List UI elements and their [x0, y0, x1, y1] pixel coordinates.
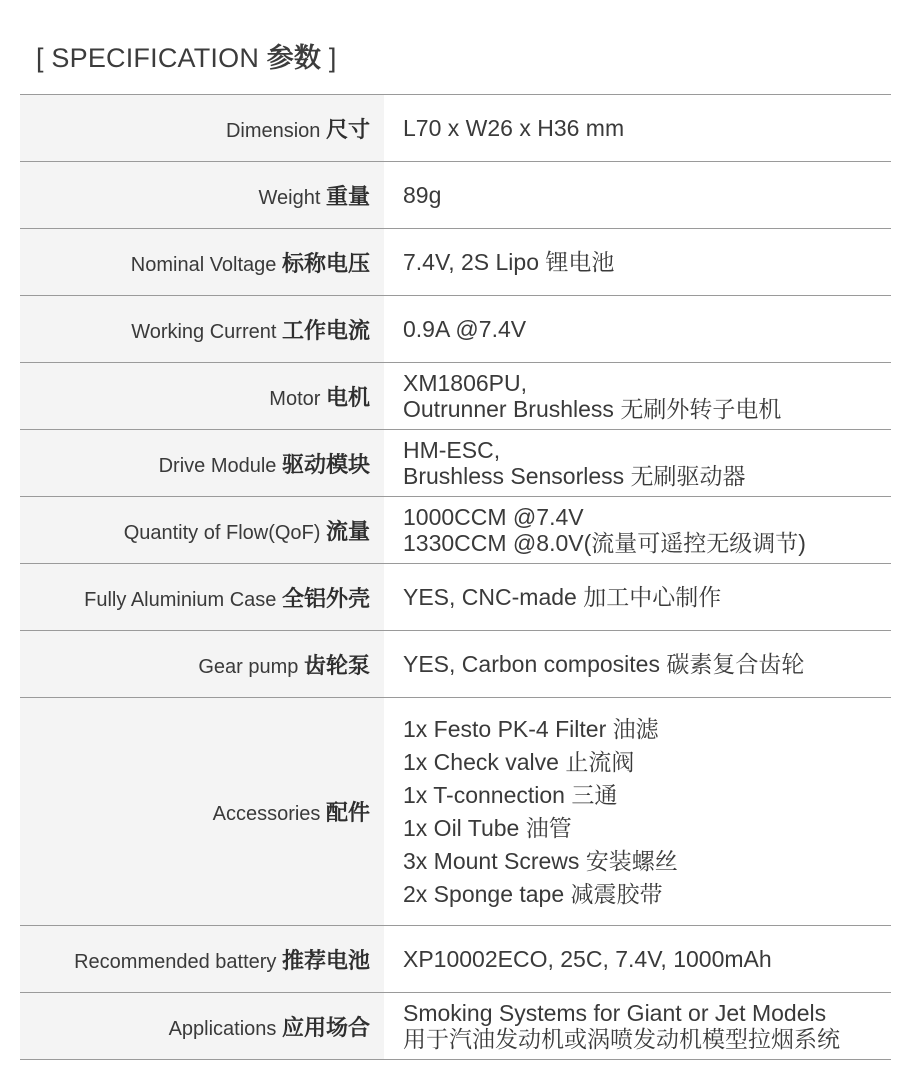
- spec-label-cn: 推荐电池: [281, 947, 370, 973]
- accessory-item: 1x T-connection 三通: [403, 781, 618, 808]
- spec-row-motor: [20, 363, 891, 430]
- spec-value-line: YES, CNC-made 加工中心制作: [403, 584, 722, 610]
- spec-row-flow: [20, 497, 891, 564]
- title-prefix: [ SPECIFICATION: [36, 43, 267, 73]
- spec-label: [20, 363, 384, 430]
- spec-value-line: Outrunner Brushless 无刷外转子电机: [403, 396, 782, 422]
- spec-label-cn: 标称电压: [281, 250, 370, 276]
- spec-label: [20, 993, 384, 1060]
- spec-row-dimension: [20, 95, 891, 162]
- spec-label: [20, 229, 384, 296]
- spec-value: [384, 564, 891, 631]
- spec-label-en: Gear pump: [198, 655, 304, 678]
- spec-row-nominal-voltage: [20, 229, 891, 296]
- accessory-item: 1x Check valve 止流阀: [403, 748, 635, 775]
- spec-label-cn: 齿轮泵: [303, 652, 370, 678]
- spec-value-line: 用于汽油发动机或涡喷发动机模型拉烟系统: [403, 1026, 840, 1052]
- spec-value-line: 89g: [403, 182, 442, 208]
- title-suffix: ]: [321, 43, 337, 73]
- spec-label-en: Quantity of Flow(QoF): [123, 521, 326, 544]
- spec-value-line: L70 x W26 x H36 mm: [403, 115, 625, 141]
- spec-label-en: Weight: [258, 186, 326, 209]
- spec-value-line: HM-ESC,: [403, 437, 501, 463]
- spec-value: [384, 430, 891, 497]
- spec-row-weight: [20, 162, 891, 229]
- spec-label: [20, 698, 384, 926]
- spec-label-en: Recommended battery: [74, 950, 282, 973]
- spec-value: [384, 296, 891, 363]
- spec-row-case: [20, 564, 891, 631]
- spec-value-line: Brushless Sensorless 无刷驱动器: [403, 463, 746, 489]
- spec-label-cn: 应用场合: [281, 1014, 370, 1040]
- spec-value: [384, 698, 891, 926]
- spec-row-accessories: [20, 698, 891, 926]
- spec-row-drive-module: [20, 430, 891, 497]
- spec-label-cn: 电机: [325, 384, 370, 410]
- spec-value-line: 0.9A @7.4V: [403, 316, 527, 342]
- spec-label: [20, 162, 384, 229]
- spec-row-applications: [20, 993, 891, 1060]
- spec-label: [20, 296, 384, 363]
- accessory-item: 2x Sponge tape 减震胶带: [403, 880, 663, 907]
- spec-label: [20, 631, 384, 698]
- spec-value-line: 1000CCM @7.4V: [403, 504, 584, 530]
- spec-label: [20, 564, 384, 631]
- spec-label-cn: 配件: [325, 800, 370, 825]
- spec-label-en: Working Current: [131, 320, 282, 343]
- spec-label-en: Dimension: [225, 119, 326, 142]
- spec-label-en: Fully Aluminium Case: [84, 588, 282, 611]
- spec-value: [384, 363, 891, 430]
- spec-label: [20, 95, 384, 162]
- spec-value: [384, 95, 891, 162]
- spec-label-cn: 尺寸: [325, 116, 370, 142]
- accessory-item: 3x Mount Screws 安装螺丝: [403, 847, 678, 874]
- spec-label-en: Accessories: [212, 803, 326, 825]
- spec-value-line: 1330CCM @8.0V(流量可遥控无级调节): [403, 530, 806, 556]
- page-title: [36, 36, 337, 75]
- spec-row-battery: [20, 926, 891, 993]
- spec-row-working-current: [20, 296, 891, 363]
- spec-value-line: 7.4V, 2S Lipo 锂电池: [403, 249, 615, 275]
- spec-label-cn: 驱动模块: [281, 451, 370, 477]
- spec-value: [384, 497, 891, 564]
- spec-label-cn: 重量: [325, 183, 370, 209]
- spec-value-line: XP10002ECO, 25C, 7.4V, 1000mAh: [403, 946, 772, 972]
- spec-label: [20, 926, 384, 993]
- spec-value-line: Smoking Systems for Giant or Jet Models: [403, 1000, 827, 1026]
- spec-value: [384, 229, 891, 296]
- spec-label: [20, 430, 384, 497]
- spec-value: [384, 631, 891, 698]
- spec-value-line: XM1806PU,: [403, 370, 528, 396]
- spec-label-cn: 全铝外壳: [281, 585, 370, 611]
- spec-table: [20, 94, 891, 1060]
- spec-label-cn: 工作电流: [281, 317, 370, 343]
- accessory-item: 1x Festo PK-4 Filter 油滤: [403, 715, 659, 742]
- title-cn: 参数: [266, 43, 322, 73]
- spec-label-en: Applications: [168, 1017, 282, 1040]
- spec-label-en: Motor: [269, 387, 326, 410]
- spec-label-en: Drive Module: [158, 454, 282, 477]
- spec-label-cn: 流量: [325, 518, 370, 544]
- accessory-item: 1x Oil Tube 油管: [403, 814, 572, 841]
- spec-value: [384, 993, 891, 1060]
- spec-label: [20, 497, 384, 564]
- spec-value: [384, 162, 891, 229]
- spec-value: [384, 926, 891, 993]
- spec-label-en: Nominal Voltage: [130, 253, 282, 276]
- spec-row-gear-pump: [20, 631, 891, 698]
- spec-value-line: YES, Carbon composites 碳素复合齿轮: [403, 651, 805, 677]
